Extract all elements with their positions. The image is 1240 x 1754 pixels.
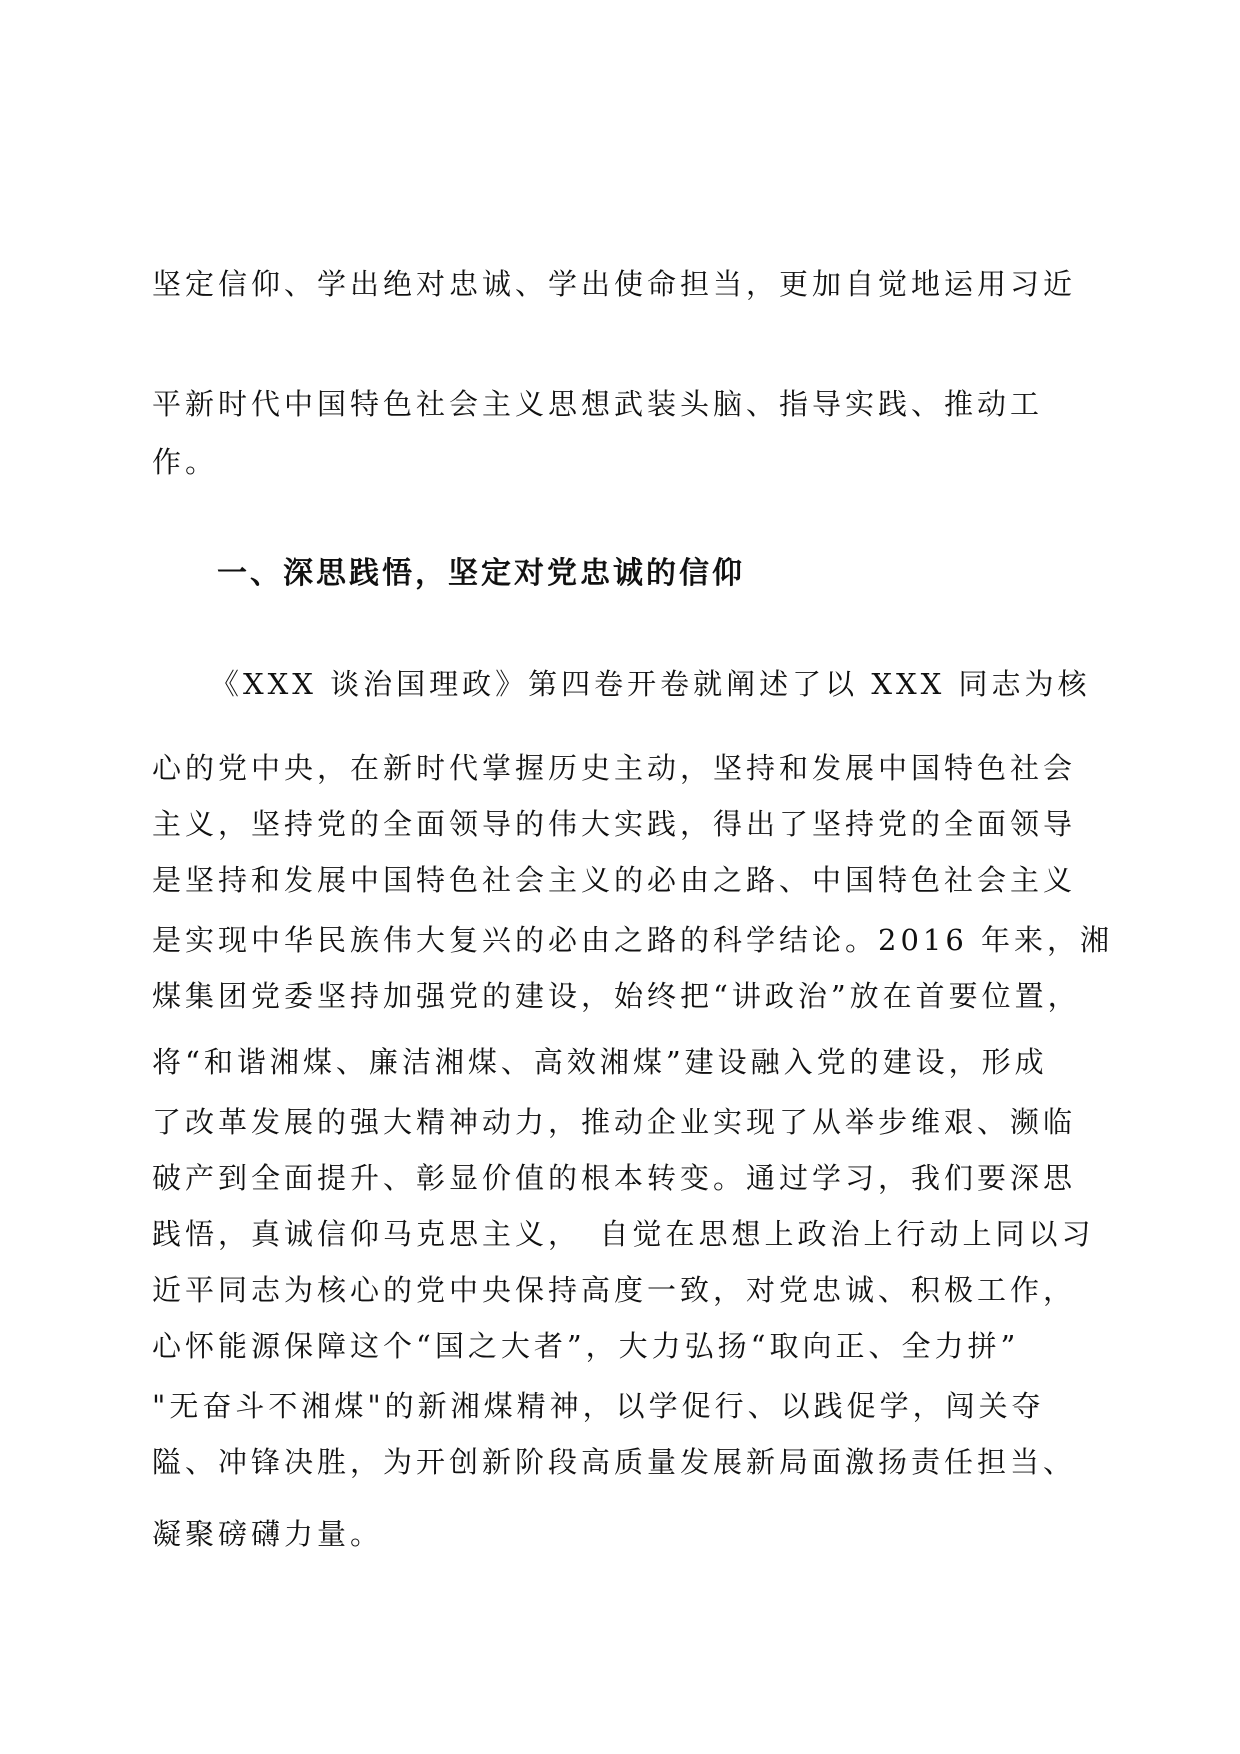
body-line-3: 主义，坚持党的全面领导的伟大实践，得出了坚持党的全面领导 <box>152 807 1077 841</box>
body-line-13: "无奋斗不湘煤"的新湘煤精神，以学促行、以践促学，闯关夺 <box>152 1389 1045 1423</box>
body-line-7: 将“和谐湘煤、廉洁湘煤、高效湘煤”建设融入党的建设，形成 <box>152 1045 1048 1079</box>
body-line-12: 心怀能源保障这个“国之大者”，大力弘扬“取向正、全力拼” <box>152 1329 1020 1363</box>
intro-line-2: 平新时代中国特色社会主义思想武装头脑、指导实践、推动工 <box>152 387 1044 421</box>
body-line-11: 近平同志为核心的党中央保持高度一致，对党忠诚、积极工作， <box>152 1273 1077 1307</box>
body-line-14: 隘、冲锋决胜，为开创新阶段高质量发展新局面激扬责任担当、 <box>152 1445 1077 1479</box>
body-line-9: 破产到全面提升、彰显价值的根本转变。通过学习，我们要深思 <box>152 1161 1077 1195</box>
body-line-8: 了改革发展的强大精神动力，推动企业实现了从举步维艰、濒临 <box>152 1105 1077 1139</box>
body-line-2: 心的党中央，在新时代掌握历史主动，坚持和发展中国特色社会 <box>152 751 1077 785</box>
body-line-1: 《XXX 谈治国理政》第四卷开卷就阐述了以 XXX 同志为核 <box>210 667 1091 701</box>
body-line-5: 是实现中华民族伟大复兴的必由之路的科学结论。2016 年来，湘 <box>152 923 1114 957</box>
intro-line-3: 作。 <box>152 445 219 479</box>
intro-line-1: 坚定信仰、学出绝对忠诚、学出使命担当，更加自觉地运用习近 <box>152 267 1077 301</box>
body-line-15: 凝聚磅礴力量。 <box>152 1517 384 1551</box>
body-line-10: 践悟，真诚信仰马克思主义， 自觉在思想上政治上行动上同以习 <box>152 1217 1095 1251</box>
section-heading: 一、深思践悟，坚定对党忠诚的信仰 <box>217 556 745 591</box>
body-line-4: 是坚持和发展中国特色社会主义的必由之路、中国特色社会主义 <box>152 863 1077 897</box>
body-line-6: 煤集团党委坚持加强党的建设，始终把“讲政治”放在首要位置， <box>152 979 1081 1013</box>
